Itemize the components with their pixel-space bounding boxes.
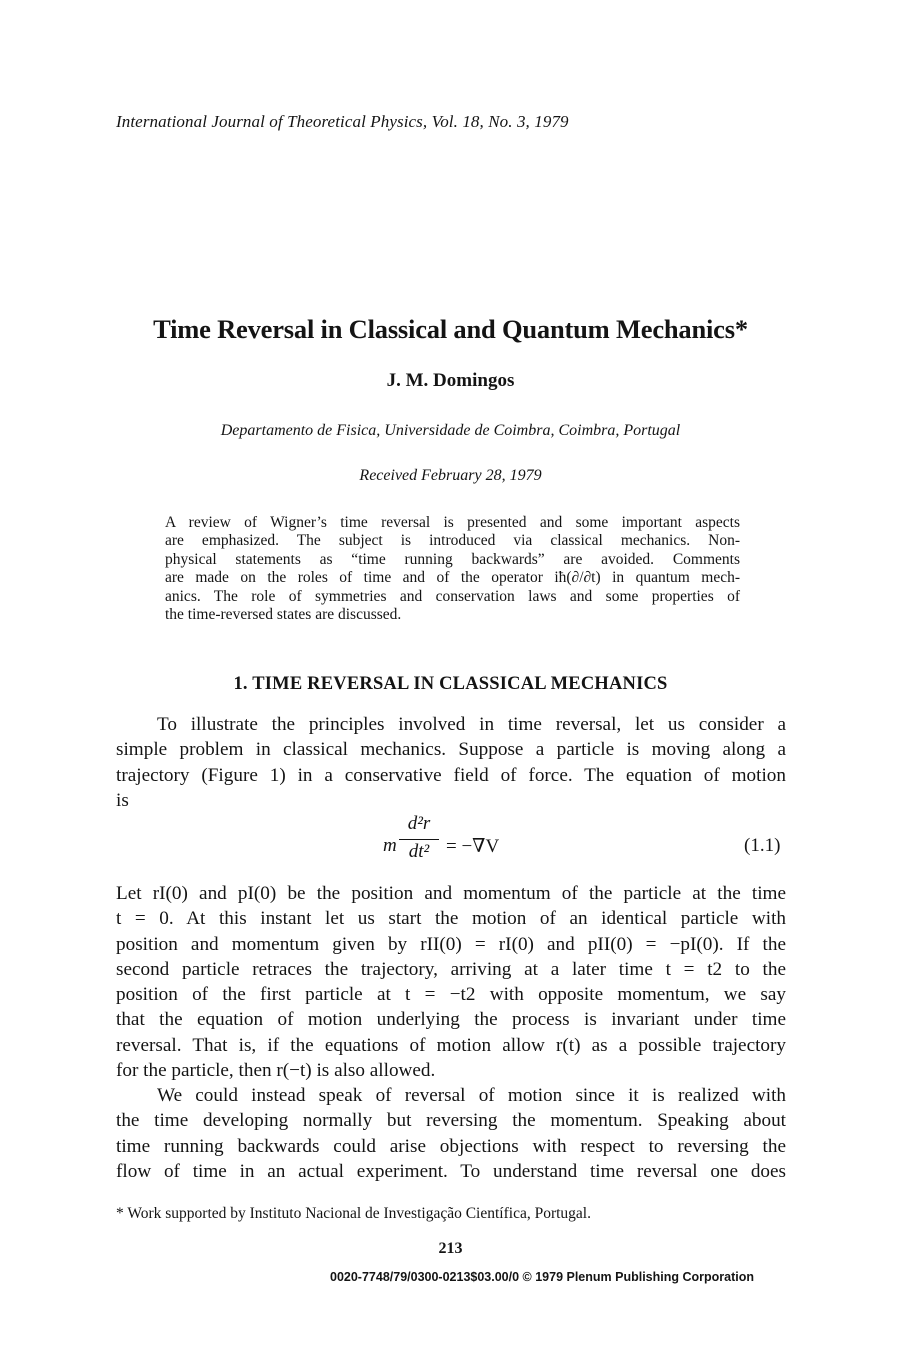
paragraph-line: is bbox=[116, 789, 129, 811]
abstract-line: are made on the roles of time and of the operator iħ(∂/∂t) in quantum mech- bbox=[165, 569, 740, 587]
paragraph-line: t = 0. At this instant let us start the motion of an identical particle with bbox=[116, 908, 786, 930]
abstract-line: anics. The role of symmetries and conservation laws and some properties of bbox=[165, 587, 740, 605]
paragraph-line: time running backwards could arise objections with respect to reversing the bbox=[116, 1135, 786, 1157]
paper-title: Time Reversal in Classical and Quantum Mechanics* bbox=[153, 314, 748, 344]
paragraph-line: We could instead speak of reversal of motion since it is realized with bbox=[157, 1085, 786, 1106]
equation-mass: m bbox=[383, 835, 397, 856]
copyright-line: 0020-7748/79/0300-0213$03.00/0 © 1979 Plenum Publishing Corporation bbox=[330, 1270, 754, 1284]
paragraph-3 bbox=[116, 1083, 786, 1184]
footnote: * Work supported by Instituto Nacional de Investigação Científica, Portugal. bbox=[116, 1205, 591, 1222]
page-number: 213 bbox=[438, 1240, 463, 1257]
author-name: J. M. Domingos bbox=[386, 370, 515, 391]
paragraph-line: To illustrate the principles involved in time reversal, let us consider a bbox=[157, 714, 786, 735]
equation-numerator: d²r bbox=[407, 813, 431, 834]
abstract bbox=[165, 514, 740, 624]
equation-number: (1.1) bbox=[744, 835, 781, 856]
paragraph-2 bbox=[116, 881, 786, 1083]
paragraph-line: that the equation of motion underlying the process is invariant under time bbox=[116, 1009, 786, 1031]
paragraph-line: flow of time in an actual experiment. To understand time reversal one does bbox=[116, 1160, 786, 1182]
author-affiliation: Departamento de Fisica, Universidade de Coimbra, Coimbra, Portugal bbox=[220, 422, 681, 439]
paragraph-line: reversal. That is, if the equations of motion allow r(t) as a possible trajectory bbox=[116, 1034, 786, 1056]
received-date: Received February 28, 1979 bbox=[359, 467, 542, 484]
paragraph-line: for the particle, then r(−t) is also allowed. bbox=[116, 1060, 436, 1082]
paragraph-1 bbox=[116, 712, 786, 813]
paragraph-line: the time developing normally but reversing the momentum. Speaking about bbox=[116, 1110, 786, 1132]
paragraph-line: Let rI(0) and pI(0) be the position and momentum of the particle at the time bbox=[116, 883, 786, 904]
equation-rhs: = −∇V bbox=[446, 836, 500, 857]
section-heading: 1. TIME REVERSAL IN CLASSICAL MECHANICS bbox=[233, 674, 668, 694]
paragraph-line: position of the first particle at t = −t2 with opposite momentum, we say bbox=[116, 984, 786, 1006]
journal-citation: International Journal of Theoretical Physics, Vol. 18, No. 3, 1979 bbox=[116, 112, 569, 131]
abstract-line: physical statements as “time running backwards” are avoided. Comments bbox=[165, 550, 740, 568]
fraction-bar bbox=[399, 839, 439, 840]
equation-fraction bbox=[399, 813, 439, 863]
equation-1-1 bbox=[380, 813, 515, 873]
abstract-line: are emphasized. The subject is introduced via classical mechanics. Non- bbox=[165, 532, 740, 550]
abstract-line: the time-reversed states are discussed. bbox=[165, 605, 402, 623]
paragraph-line: second particle retraces the trajectory, arriving at a later time t = t2 to the bbox=[116, 958, 786, 980]
equation-denominator: dt² bbox=[408, 841, 430, 862]
paragraph-line: simple problem in classical mechanics. Suppose a particle is moving along a bbox=[116, 739, 786, 761]
abstract-line: A review of Wigner’s time reversal is presented and some important aspects bbox=[165, 514, 740, 531]
paragraph-line: position and momentum given by rII(0) = rI(0) and pII(0) = −pI(0). If the bbox=[116, 933, 786, 955]
paragraph-line: trajectory (Figure 1) in a conservative field of force. The equation of motion bbox=[116, 764, 786, 786]
